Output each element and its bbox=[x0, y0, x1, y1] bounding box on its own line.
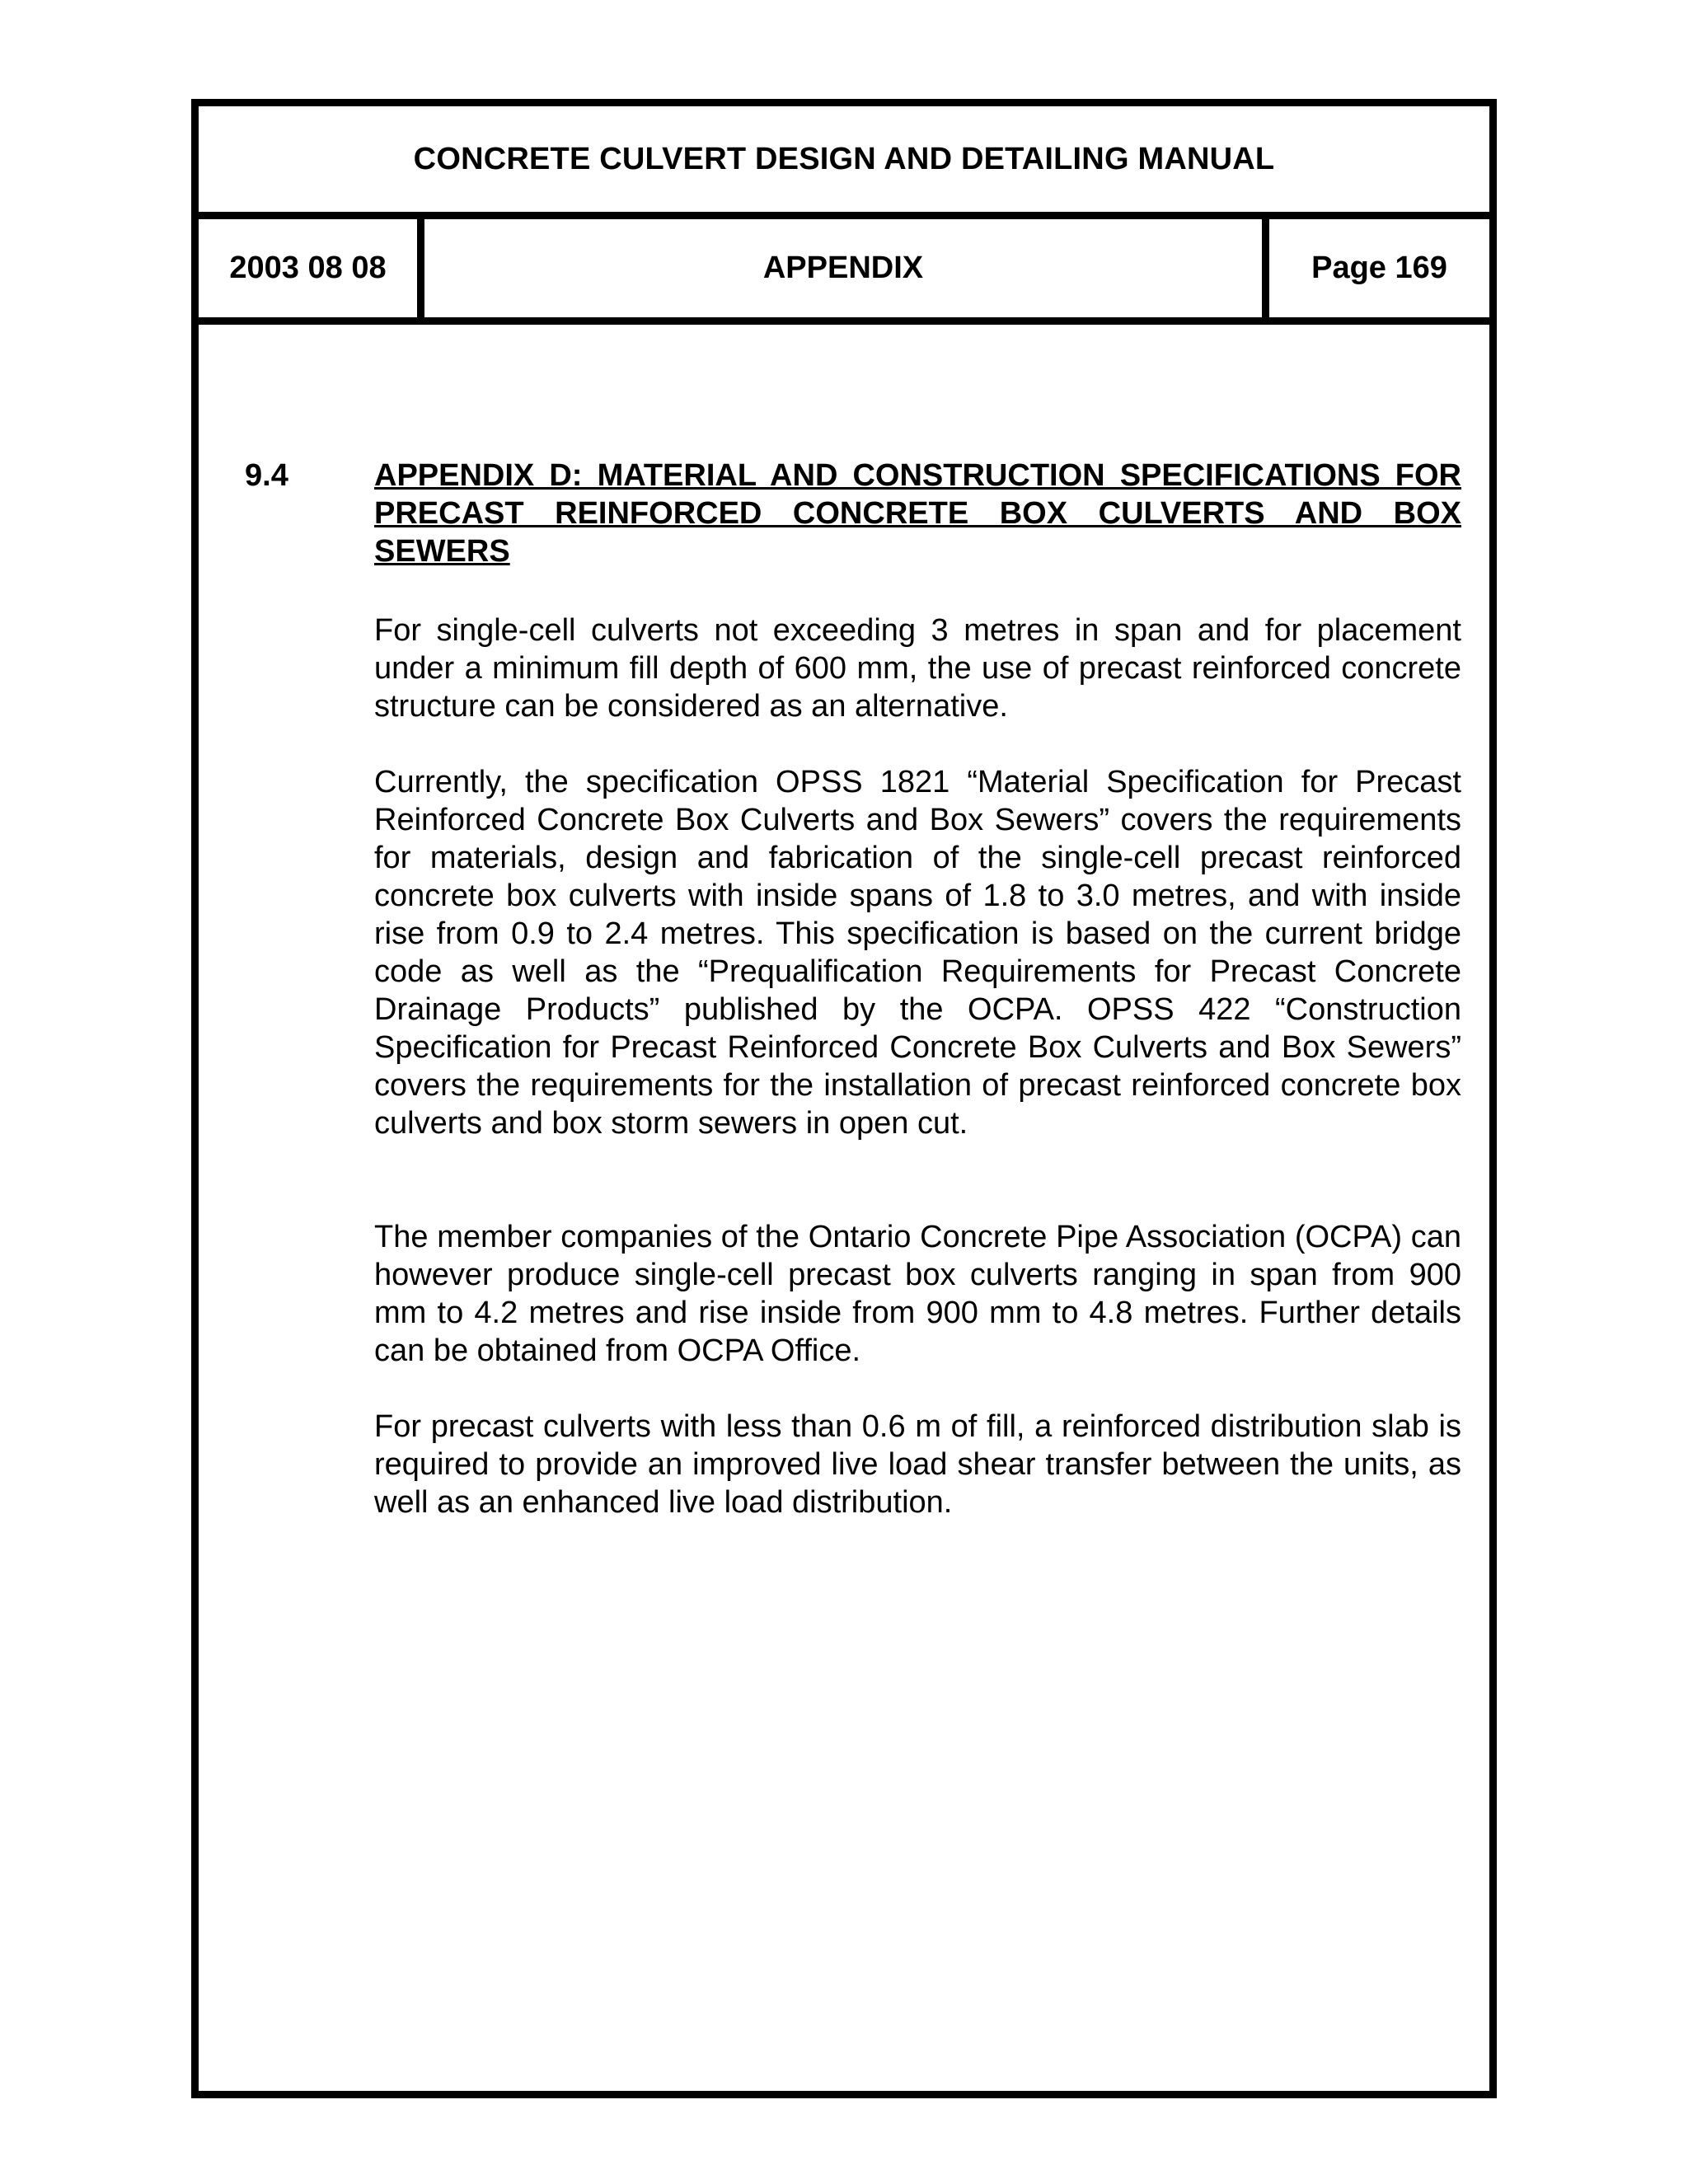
header-divider-right bbox=[1262, 219, 1269, 317]
header-divider-left bbox=[417, 219, 424, 317]
document-date: 2003 08 08 bbox=[229, 251, 387, 285]
paragraph: Currently, the specification OPSS 1821 “Material Specification for Precast Reinforced Concrete Box Culverts and Box Sewers” covers the requirements for materials, design and fabrication of the single-cell precast reinforced concrete box culverts with inside spans of 1.8 to 3.0 metres, and with inside rise from 0.9 to 2.4 metres. This specification is based on the current bridge code as well as the “Prequalification Requirements for Precast Concrete Drainage Products” published by the OCPA. OPSS 422 “Construction Specification for Precast Reinforced Concrete Box Culverts and Box Sewers” covers the requirements for the installation of precast reinforced concrete box culverts and box storm sewers in open cut. bbox=[374, 765, 1461, 1141]
paragraph: The member companies of the Ontario Concrete Pipe Association (OCPA) can however produce single-cell precast box culverts ranging in span from 900 mm to 4.2 metres and rise inside from 900 mm to 4.8 metres. Further details can be obtained from OCPA Office. bbox=[374, 1220, 1461, 1368]
header-row bbox=[199, 219, 1489, 317]
page-frame bbox=[191, 99, 1497, 2098]
title-divider bbox=[199, 212, 1489, 219]
section-header: APPENDIX bbox=[762, 251, 924, 285]
manual-title: CONCRETE CULVERT DESIGN AND DETAILING MANUAL bbox=[413, 141, 1275, 176]
header-divider bbox=[199, 317, 1489, 325]
paragraph: For precast culverts with less than 0.6 m of fill, a reinforced distribution slab is required to provide an improved live load shear transfer between the units, as well as an enhanced live load distribution. bbox=[374, 1409, 1461, 1520]
page-number: Page 169 bbox=[1311, 251, 1447, 285]
section-title: APPENDIX D: MATERIAL AND CONSTRUCTION SPECIFICATIONS FOR PRECAST REINFORCED CONCRETE BOX CULVERTS AND BOX SEWERS bbox=[374, 458, 1461, 569]
paragraph: For single-cell culverts not exceeding 3 metres in span and for placement under a minimum fill depth of 600 mm, the use of precast reinforced concrete structure can be considered as an alternative. bbox=[374, 613, 1461, 724]
section-number: 9.4 bbox=[245, 458, 288, 493]
